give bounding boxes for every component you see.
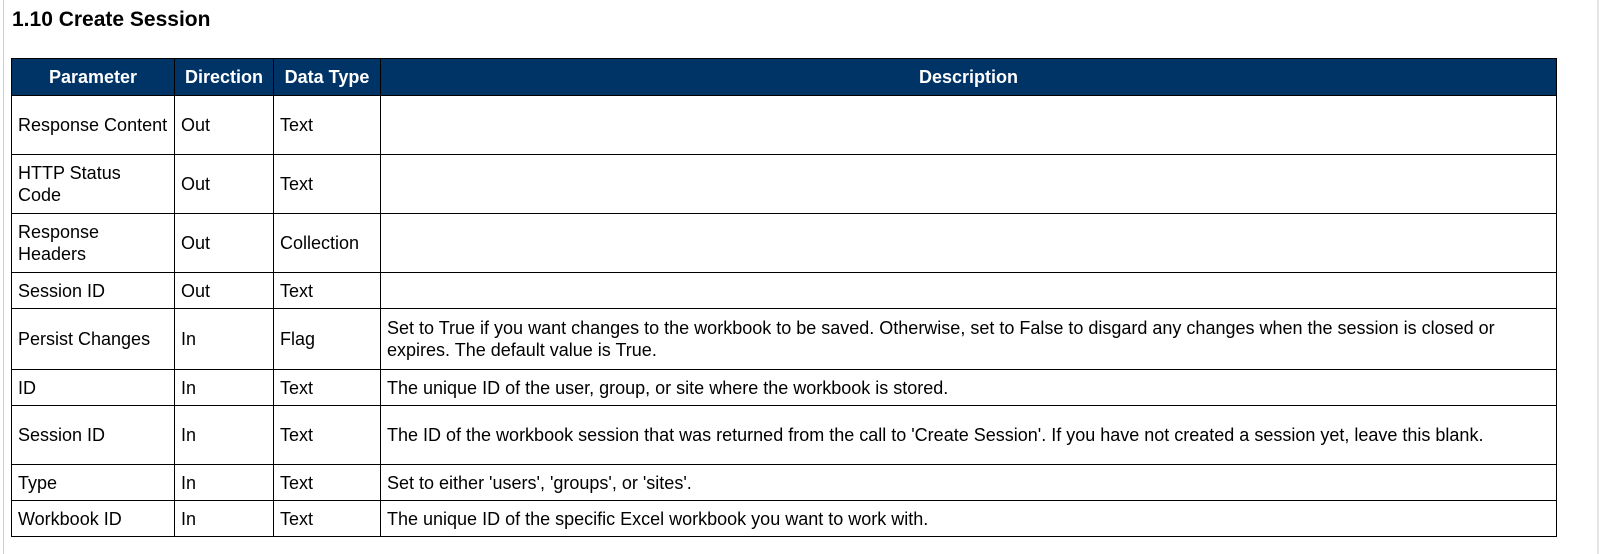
- cell-description: The ID of the workbook session that was returned from the call to 'Create Session'. If you have not created a session yet, leave this blank.: [381, 406, 1557, 465]
- cell-data-type: Text: [274, 370, 381, 406]
- table-row: [12, 155, 1557, 214]
- header-direction: Direction: [175, 59, 274, 96]
- cell-direction: In: [175, 501, 274, 537]
- table-row: [12, 501, 1557, 537]
- table-row: [12, 370, 1557, 406]
- cell-description: Set to True if you want changes to the workbook to be saved. Otherwise, set to False to disgard any changes when the session is closed or expires. The default value is True.: [381, 309, 1557, 370]
- cell-direction: In: [175, 309, 274, 370]
- cell-parameter: Response Content: [12, 96, 175, 155]
- cell-parameter: Response Headers: [12, 214, 175, 273]
- table-row: [12, 214, 1557, 273]
- cell-data-type: Text: [274, 155, 381, 214]
- cell-data-type: Text: [274, 96, 381, 155]
- cell-parameter: Persist Changes: [12, 309, 175, 370]
- cell-description: Set to either 'users', 'groups', or 'sites'.: [381, 465, 1557, 501]
- section-title: 1.10 Create Session: [12, 8, 211, 31]
- table-row: [12, 273, 1557, 309]
- cell-description: [381, 96, 1557, 155]
- table-row: [12, 406, 1557, 465]
- header-description: Description: [381, 59, 1557, 96]
- cell-direction: In: [175, 465, 274, 501]
- cell-data-type: Flag: [274, 309, 381, 370]
- cell-data-type: Text: [274, 273, 381, 309]
- cell-data-type: Text: [274, 406, 381, 465]
- cell-direction: Out: [175, 214, 274, 273]
- header-data-type: Data Type: [274, 59, 381, 96]
- left-margin-line: [3, 0, 4, 554]
- table-header-row: [12, 59, 1557, 96]
- cell-parameter: Type: [12, 465, 175, 501]
- cell-parameter: ID: [12, 370, 175, 406]
- cell-direction: Out: [175, 96, 274, 155]
- cell-description: [381, 155, 1557, 214]
- cell-parameter: HTTP Status Code: [12, 155, 175, 214]
- cell-data-type: Text: [274, 465, 381, 501]
- cell-description: The unique ID of the specific Excel workbook you want to work with.: [381, 501, 1557, 537]
- cell-direction: Out: [175, 155, 274, 214]
- cell-direction: In: [175, 406, 274, 465]
- cell-data-type: Text: [274, 501, 381, 537]
- cell-parameter: Session ID: [12, 406, 175, 465]
- cell-direction: In: [175, 370, 274, 406]
- table-row: [12, 309, 1557, 370]
- header-parameter: Parameter: [12, 59, 175, 96]
- cell-description: [381, 214, 1557, 273]
- parameter-table: [11, 58, 1557, 537]
- cell-parameter: Session ID: [12, 273, 175, 309]
- cell-parameter: Workbook ID: [12, 501, 175, 537]
- table-row: [12, 96, 1557, 155]
- table-row: [12, 465, 1557, 501]
- cell-description: The unique ID of the user, group, or site where the workbook is stored.: [381, 370, 1557, 406]
- cell-direction: Out: [175, 273, 274, 309]
- cell-data-type: Collection: [274, 214, 381, 273]
- cell-description: [381, 273, 1557, 309]
